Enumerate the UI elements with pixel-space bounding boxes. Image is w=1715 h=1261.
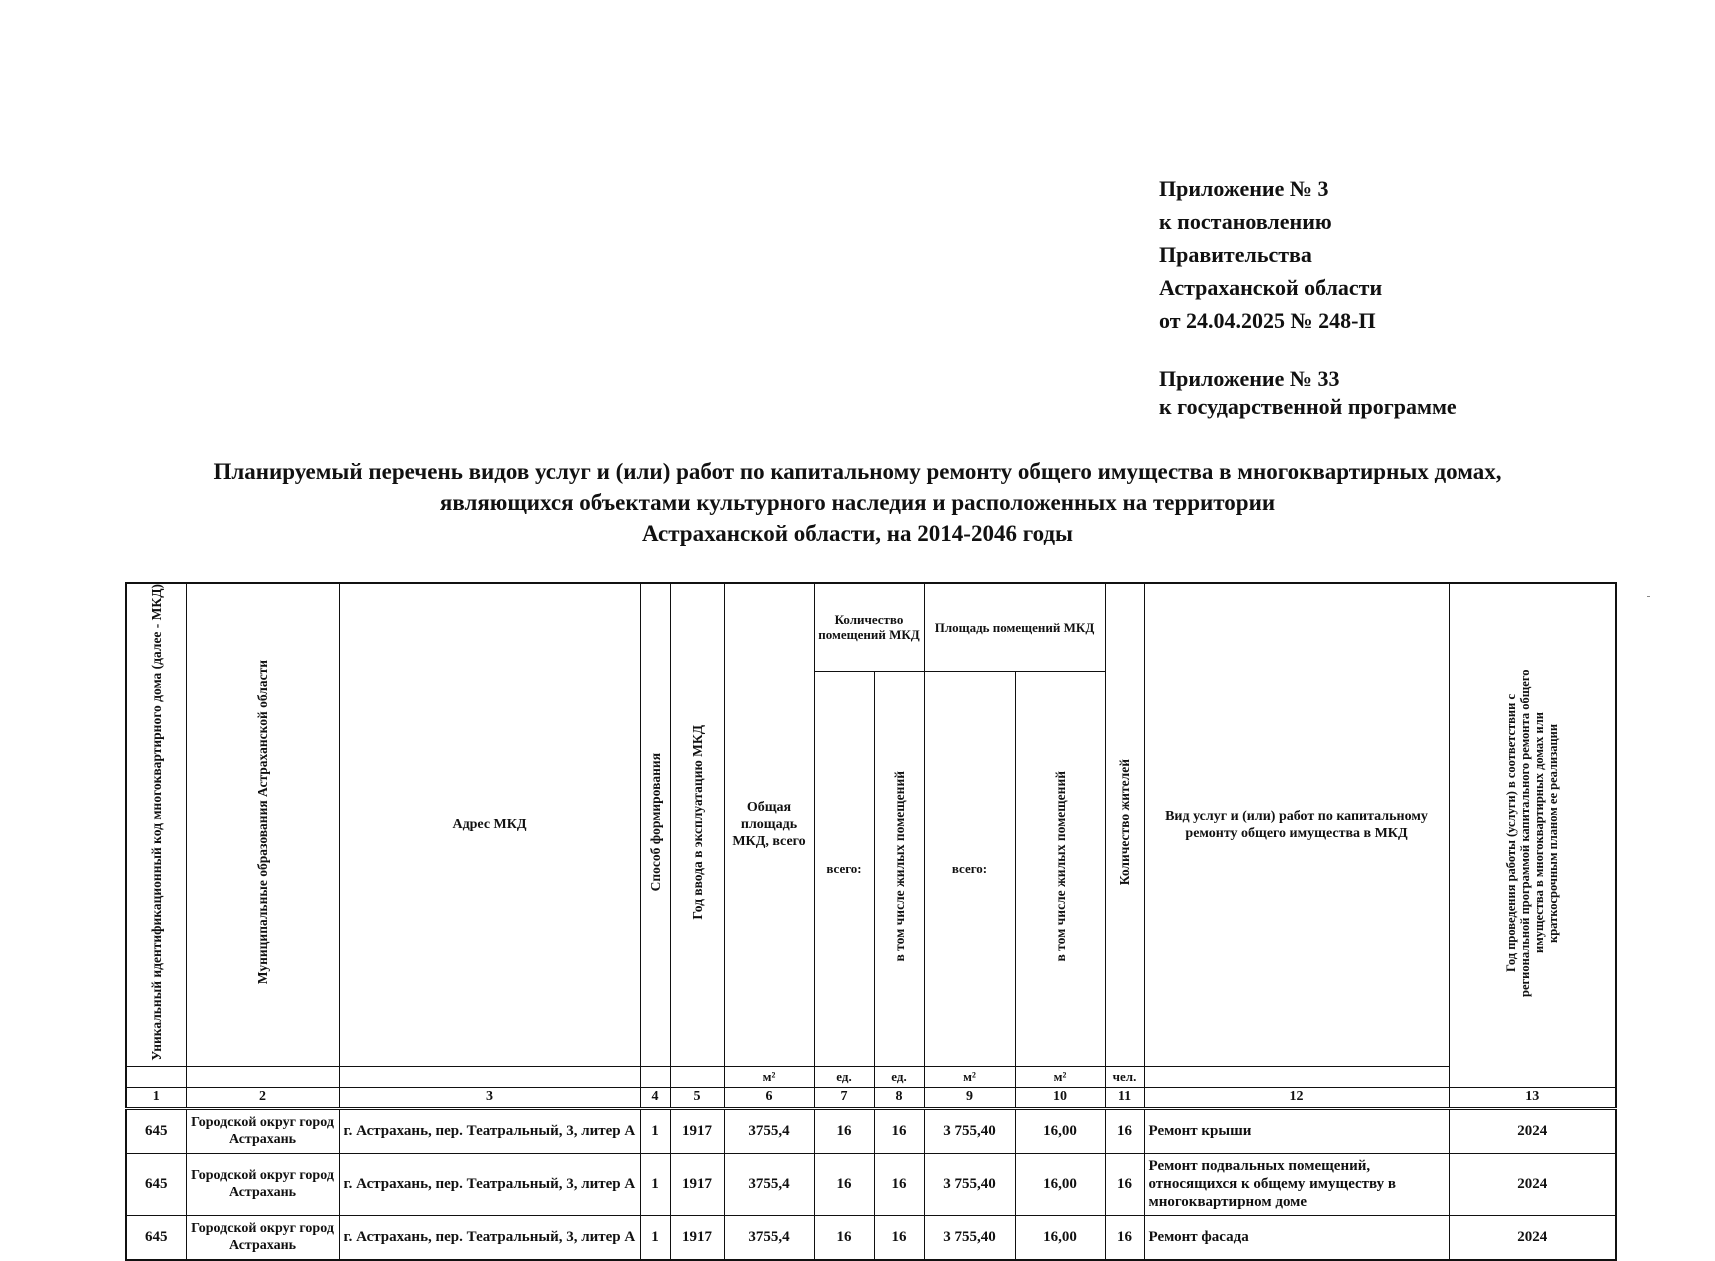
- column-number-row: [126, 1087, 1616, 1108]
- cell-code: 645: [126, 1108, 186, 1153]
- cell-municipality: Городской округ город Астрахань: [186, 1215, 339, 1260]
- cell-work-type: Ремонт крыши: [1144, 1108, 1449, 1153]
- table-row: [126, 1153, 1616, 1215]
- program-attachment-line: к государственной программе: [1159, 394, 1457, 419]
- cell-area-residential: 16,00: [1015, 1215, 1105, 1260]
- cell-area-total: 3 755,40: [924, 1108, 1015, 1153]
- attachment-date-number: от 24.04.2025 № 248-П: [1159, 308, 1376, 333]
- cell-municipality: Городской округ город Астрахань: [186, 1108, 339, 1153]
- cell-work-year: 2024: [1449, 1108, 1616, 1153]
- column-number: 7: [814, 1087, 874, 1108]
- cell-total-area: 3755,4: [724, 1108, 814, 1153]
- table-row: [126, 1108, 1616, 1153]
- cell-rooms-residential: 16: [874, 1108, 924, 1153]
- header-work-type: Вид услуг и (или) работ по капитальному ремонту общего имущества в МКД: [1144, 583, 1449, 1066]
- unit-cell: [339, 1066, 640, 1087]
- header-municipality: Муниципальные образования Астраханской области: [186, 583, 339, 1066]
- title-line-3: Астраханской области, на 2014-2046 годы: [641, 521, 1074, 546]
- header-area-residential: в том числе жилых помещений: [1015, 671, 1105, 1066]
- cell-rooms-total: 16: [814, 1153, 874, 1215]
- table-row: [126, 1215, 1616, 1260]
- column-number: 6: [724, 1087, 814, 1108]
- cell-work-year: 2024: [1449, 1215, 1616, 1260]
- column-number: 10: [1015, 1087, 1105, 1108]
- column-number: 9: [924, 1087, 1015, 1108]
- cell-area-residential: 16,00: [1015, 1108, 1105, 1153]
- cell-year-built: 1917: [670, 1215, 724, 1260]
- column-number: 12: [1144, 1087, 1449, 1108]
- attachment-header: [1159, 172, 1382, 337]
- column-number: 13: [1449, 1087, 1616, 1108]
- unit-rooms-residential: ед.: [874, 1066, 924, 1087]
- unit-area-total: м²: [924, 1066, 1015, 1087]
- title-line-2: являющихся объектами культурного наследия и расположенных на территории: [439, 490, 1276, 515]
- header-area-group: Площадь помещений МКД: [924, 583, 1105, 671]
- cell-rooms-total: 16: [814, 1215, 874, 1260]
- cell-residents: 16: [1105, 1153, 1144, 1215]
- cell-method: 1: [640, 1215, 670, 1260]
- column-number: 4: [640, 1087, 670, 1108]
- capital-repair-table: [125, 582, 1617, 1261]
- attachment-line: Правительства: [1159, 242, 1312, 267]
- unit-area-residential: м²: [1015, 1066, 1105, 1087]
- header-formation-method: Способ формирования: [640, 583, 670, 1066]
- header-rooms-residential: в том числе жилых помещений: [874, 671, 924, 1066]
- cell-address: г. Астрахань, пер. Театральный, 3, литер А: [339, 1215, 640, 1260]
- scan-speck: [1647, 596, 1650, 597]
- cell-method: 1: [640, 1108, 670, 1153]
- attachment-line: к постановлению: [1159, 209, 1332, 234]
- cell-work-year: 2024: [1449, 1153, 1616, 1215]
- cell-total-area: 3755,4: [724, 1153, 814, 1215]
- cell-method: 1: [640, 1153, 670, 1215]
- cell-residents: 16: [1105, 1108, 1144, 1153]
- cell-address: г. Астрахань, пер. Театральный, 3, литер А: [339, 1108, 640, 1153]
- title-line-1: Планируемый перечень видов услуг и (или) работ по капитальному ремонту общего имущества в многоквартирных домах,: [213, 459, 1502, 484]
- program-attachment-header: [1159, 365, 1457, 421]
- cell-work-type: Ремонт фасада: [1144, 1215, 1449, 1260]
- column-number: 1: [126, 1087, 186, 1108]
- header-total-area: Общая площадь МКД, всего: [724, 583, 814, 1066]
- header-rooms-total: всего:: [814, 671, 874, 1066]
- cell-total-area: 3755,4: [724, 1215, 814, 1260]
- cell-area-total: 3 755,40: [924, 1215, 1015, 1260]
- cell-work-type: Ремонт подвальных помещений, относящихся к общему имуществу в многоквартирном доме: [1144, 1153, 1449, 1215]
- cell-area-residential: 16,00: [1015, 1153, 1105, 1215]
- attachment-number: Приложение № 3: [1159, 176, 1329, 201]
- header-rooms-group: Количество помещений МКД: [814, 583, 924, 671]
- cell-rooms-residential: 16: [874, 1215, 924, 1260]
- header-address: Адрес МКД: [339, 583, 640, 1066]
- cell-code: 645: [126, 1215, 186, 1260]
- document-title: [0, 456, 1715, 549]
- cell-year-built: 1917: [670, 1108, 724, 1153]
- unit-total-area: м²: [724, 1066, 814, 1087]
- cell-code: 645: [126, 1153, 186, 1215]
- unit-cell: [1144, 1066, 1449, 1087]
- unit-residents: чел.: [1105, 1066, 1144, 1087]
- cell-residents: 16: [1105, 1215, 1144, 1260]
- attachment-line: Астраханской области: [1159, 275, 1383, 300]
- unit-cell: [186, 1066, 339, 1087]
- column-number: 2: [186, 1087, 339, 1108]
- header-work-year: Год проведения работы (услуги) в соответствии с региональной программой капитального ремонта общего имущества в многоквартирных домах или краткосрочным планом ее реализации: [1449, 583, 1616, 1087]
- column-number: 3: [339, 1087, 640, 1108]
- cell-address: г. Астрахань, пер. Театральный, 3, литер А: [339, 1153, 640, 1215]
- unit-cell: [126, 1066, 186, 1087]
- header-unique-code: Уникальный идентификационный код многоквартирного дома (далее - МКД): [126, 583, 186, 1066]
- cell-year-built: 1917: [670, 1153, 724, 1215]
- cell-municipality: Городской округ город Астрахань: [186, 1153, 339, 1215]
- column-number: 11: [1105, 1087, 1144, 1108]
- cell-rooms-residential: 16: [874, 1153, 924, 1215]
- unit-cell: [640, 1066, 670, 1087]
- unit-cell: [670, 1066, 724, 1087]
- program-attachment-number: Приложение № 33: [1159, 366, 1340, 391]
- header-area-total: всего:: [924, 671, 1015, 1066]
- header-residents: Количество жителей: [1105, 583, 1144, 1066]
- unit-rooms-total: ед.: [814, 1066, 874, 1087]
- cell-rooms-total: 16: [814, 1108, 874, 1153]
- cell-area-total: 3 755,40: [924, 1153, 1015, 1215]
- header-commission-year: Год ввода в эксплуатацию МКД: [670, 583, 724, 1066]
- column-number: 8: [874, 1087, 924, 1108]
- column-number: 5: [670, 1087, 724, 1108]
